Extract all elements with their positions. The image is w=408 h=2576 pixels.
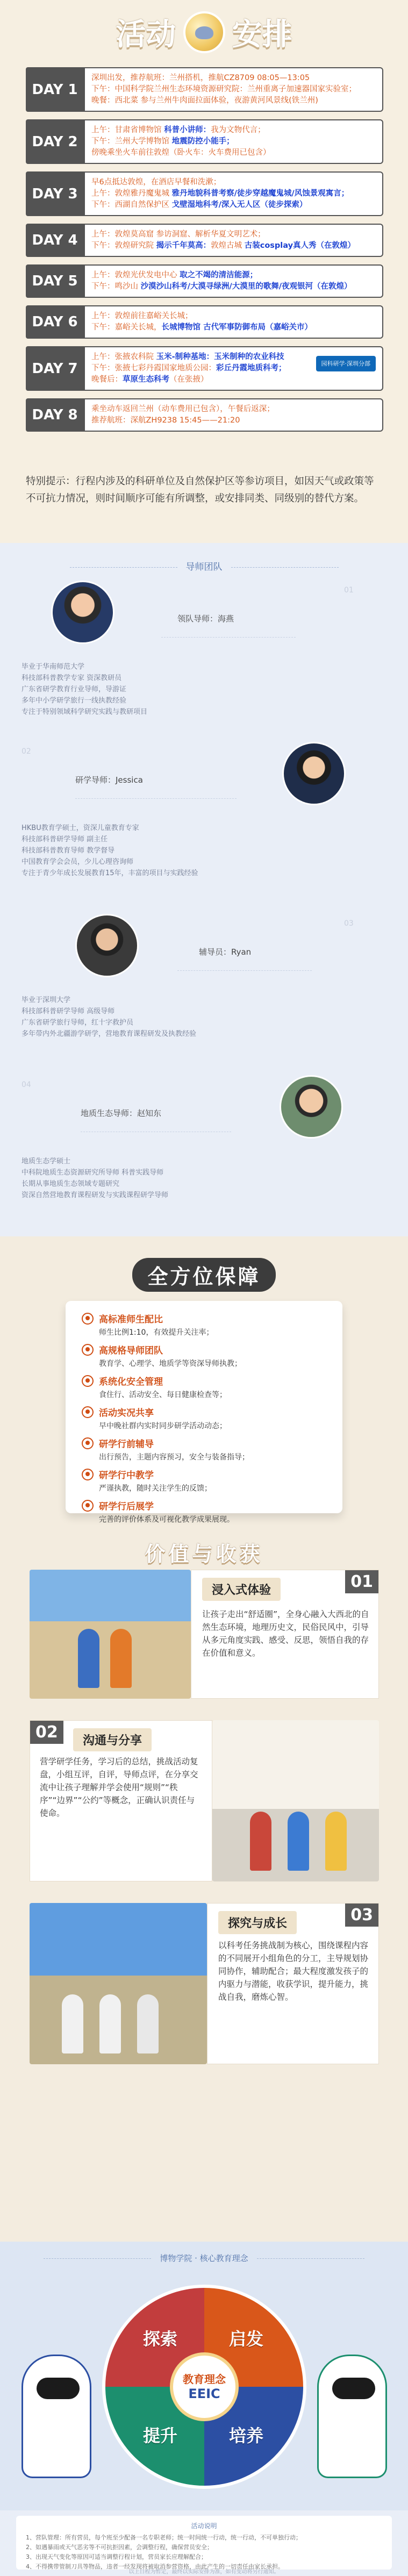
schedule-section <box>0 0 408 543</box>
guarantee-item-heading: 研学行中教学 <box>99 1470 154 1481</box>
member-number: 01 <box>344 586 354 595</box>
day-body <box>84 67 383 112</box>
day-text: 深圳出发，推荐航班：兰州搭机，推航CZ8709 08:05—13:05 <box>91 74 310 82</box>
guarantee-item-title <box>82 1374 326 1387</box>
bio-line: 专注于特别领域科学研究实践与教研项目 <box>22 708 148 716</box>
day-line <box>91 73 376 84</box>
note-line: 1、营队管理：所有营员，每个班至少配备一名专职老师；统一时间统一行动，统一行动，不可单独行动； <box>26 2534 302 2541</box>
note-line: 2、如遇暴雨或天气恶劣等不可抗拒因素，会调整行程，确保营员安全； <box>26 2544 213 2551</box>
guarantee-item-text: 完善的评价体系及可视化教学成果展现。 <box>99 1515 234 1524</box>
title-right: 安排 <box>232 17 292 52</box>
bio-line: 科技部科普研学导师 高级导师 <box>22 1007 115 1015</box>
mascot-left-icon <box>22 2355 91 2478</box>
guarantee-item-title <box>82 1436 326 1450</box>
guarantee-item <box>82 1436 326 1462</box>
bio-line: 科技部科普教学专家 资深教研员 <box>22 674 122 682</box>
day-line <box>91 147 376 159</box>
guarantee-item <box>82 1405 326 1431</box>
bio-line: 广东省研学教育行业导师，导游证 <box>22 685 127 693</box>
seg-cultivate: 培养 <box>229 2425 264 2446</box>
guarantee-title <box>0 1258 408 1292</box>
day-text: 长城博物馆 <box>161 323 204 332</box>
pin-icon <box>82 1313 94 1325</box>
day-row <box>26 346 383 391</box>
day-label: DAY 5 <box>26 264 84 298</box>
guarantee-item-text: 师生比例1:10，有效提升关注率； <box>99 1328 214 1337</box>
guarantee-item-heading: 活动实况共享 <box>99 1408 154 1419</box>
day-row <box>26 224 383 257</box>
value-card-2 <box>30 1720 212 1881</box>
day-label: DAY 8 <box>26 398 84 432</box>
pin-icon <box>82 1437 94 1449</box>
day-list <box>26 67 383 439</box>
day-line <box>91 311 376 322</box>
guarantee-item-heading: 高标准师生配比 <box>99 1314 163 1325</box>
value-card-1-text: 让孩子走出“舒适圈”，全身心融入大西北的自然生态环境，地理历史文，民俗民风中，引导从多元角度实践、感受、反思，领悟自我的存在价值和意义。 <box>202 1609 369 1658</box>
guarantee-item-heading: 系统化安全管理 <box>99 1377 163 1387</box>
note-line: 3、出现天气变化等原因可适当调整行程计划，营员家长应理解配合； <box>26 2553 207 2560</box>
guarantee-item-title <box>82 1405 326 1419</box>
day-line <box>91 84 376 95</box>
member-bio <box>22 1156 168 1201</box>
guarantee-title-text: 全方位保障 <box>132 1258 275 1292</box>
day-text: 我为文物代言； <box>211 126 266 134</box>
photo-kids-hiking <box>30 1570 191 1699</box>
eeic-center-bottom: EEIC <box>188 2386 220 2401</box>
day-label: DAY 7 <box>26 346 84 391</box>
guarantee-item-heading: 研学行前辅导 <box>99 1439 154 1450</box>
day-text: 下午：张掖七彩丹霞国家地质公园： <box>91 364 216 373</box>
schedule-title <box>0 11 408 65</box>
guarantee-box <box>66 1301 342 1524</box>
pin-icon <box>82 1375 94 1387</box>
day-text: 推荐航班：深航ZH9238 15:45——21:20 <box>91 416 240 425</box>
guarantee-item <box>82 1374 326 1400</box>
day-text: 傍晚乘坐火车前往敦煌（卧火车：火车费用已包含） <box>91 148 271 157</box>
day-label: DAY 2 <box>26 119 84 164</box>
day-label: DAY 1 <box>26 67 84 112</box>
team-heading: 导师团队 <box>0 559 408 573</box>
bio-line: 专注于青少年成长发展教育15年，丰富的项目与实践经验 <box>22 869 198 877</box>
day-text: 玉米-制种基地： <box>156 353 214 361</box>
day-text: 揭示千年莫高： <box>156 241 211 250</box>
day-row <box>26 67 383 112</box>
photo-kids-sharing <box>212 1720 379 1881</box>
day-text: 戈壁湿地科考/深入无人区（徒步探索） <box>171 201 307 209</box>
notes-section <box>0 2510 408 2576</box>
mascot-right-icon <box>317 2355 387 2478</box>
day-text: 参访洞窟、解析华夏文明艺术； <box>156 230 266 239</box>
bio-line: 广东省研学旅行导师，红十字救护员 <box>22 1019 134 1027</box>
day-text: 上午：敦煌莫高窟 <box>91 230 156 239</box>
day-text: 上午：张掖农科院 <box>91 353 156 361</box>
value-section <box>0 1527 408 2242</box>
bio-line: 科技部科普研学导师 副主任 <box>22 835 108 843</box>
guarantee-item-text: 出行预告，主题内容预习，安全与装备指导； <box>99 1453 249 1462</box>
bio-line: 科技部科普教育导师 教学督导 <box>22 847 115 855</box>
day-text: 下午：敦煌研究院 <box>91 241 156 250</box>
day-line <box>91 240 376 252</box>
day-text: 上午：甘肃省博物馆 <box>91 126 164 134</box>
day-text: 沙漠沙山科考/大漠寻绿洲/大漠里的歌舞/夜观银河（在敦煌） <box>140 282 352 291</box>
avatar <box>75 914 139 977</box>
day-text: 下午：嘉峪关长城， <box>91 323 162 332</box>
member-role: 地质生态导师：赵知东 <box>81 1108 162 1118</box>
pin-icon <box>82 1500 94 1512</box>
member-role: 辅导员：Ryan <box>199 947 252 957</box>
member-role: 领队导师：海燕 <box>177 614 234 624</box>
globe-icon <box>183 11 225 53</box>
day-text: 古装cosplay真人秀（在敦煌） <box>244 241 356 250</box>
footer-text: 以上日程为暂定，最终以实际安排为准，如有变动将另行通知。 <box>128 2569 280 2575</box>
member-number: 03 <box>344 919 354 928</box>
divider <box>177 970 312 971</box>
divider <box>75 798 237 799</box>
member-number: 04 <box>22 1081 31 1089</box>
day-body <box>84 171 383 216</box>
avatar <box>51 581 114 644</box>
day-row <box>26 398 383 432</box>
notes-box <box>16 2516 392 2570</box>
eeic-center <box>170 2352 239 2421</box>
guarantee-item-title <box>82 1499 326 1512</box>
eeic-wheel <box>102 2285 306 2489</box>
day-text: 下午：兰州大学博物馆 <box>91 137 172 146</box>
bio-line: 中科院地质生态资源研究所导师 科普实践导师 <box>22 1169 164 1177</box>
day-text: 上午：敦煌光伏发电中心 <box>91 271 180 280</box>
note-line: 4、不得携带管制刀具等物品，违者一经发现将被取消参营资格，由此产生的一切责任由家长承担。 <box>26 2563 284 2570</box>
day-text: 草原生态科考 <box>123 375 169 384</box>
day-line <box>91 229 376 240</box>
member-bio <box>22 822 198 879</box>
day-text: 早6点抵达敦煌，在酒店早餐和洗漱； <box>91 178 221 187</box>
day-text: 下午：鸣沙山 <box>91 282 141 291</box>
bio-line: 中国教育学会会员，少儿心理咨询师 <box>22 858 134 866</box>
day-line <box>91 95 376 106</box>
day-line <box>91 125 376 136</box>
pin-icon <box>82 1406 94 1418</box>
day-body <box>84 305 383 339</box>
guarantee-item <box>82 1499 326 1525</box>
day-text: 下午：中国科学院兰州生态环境资源研究院：兰州重离子加速器国家实验室； <box>91 85 356 94</box>
day-row <box>26 305 383 339</box>
day-text: 彩丘丹霞地质科考； <box>216 364 287 373</box>
eeic-center-top: 教育理念 <box>183 2373 226 2386</box>
day-line <box>91 188 376 199</box>
member-bio <box>22 994 196 1040</box>
pin-icon <box>82 1469 94 1480</box>
member-role: 研学导师：Jessica <box>75 775 143 785</box>
day-row <box>26 171 383 216</box>
member-bio <box>22 661 147 718</box>
eeic-section <box>0 2242 408 2510</box>
day-text: 上午：敦煌前往嘉峪关长城； <box>91 312 193 320</box>
day-body <box>84 119 383 164</box>
team-section <box>0 543 408 1236</box>
guarantee-item-title <box>82 1468 326 1481</box>
bio-line: 毕业于华南师范大学 <box>22 663 85 671</box>
value-card-1-title: 浸入式体验 <box>202 1578 281 1601</box>
value-card-3-text: 以科考任务挑战制为核心，围绕课程内容的不同展开小组角色的分工，主导规划协同协作，辅助配合；最大程度激发孩子的内驱力与潜能，收获学识，提升能力，挑战自我，磨炼心智。 <box>218 1941 369 2002</box>
photo-kids-desert <box>30 1903 207 2064</box>
brand-badge: 园科研学·深圳分部 <box>316 356 376 371</box>
day-text: 玉米制种的农业科技 <box>214 353 284 361</box>
seg-explore: 探索 <box>143 2329 178 2349</box>
bio-line: 多年中小学研学旅行一线执教经验 <box>22 697 127 705</box>
bio-line: HKBU教育学硕士，资深儿童教育专家 <box>22 824 139 832</box>
day-line <box>91 136 376 147</box>
guarantee-item-title <box>82 1343 326 1356</box>
pin-icon <box>82 1344 94 1356</box>
day-row <box>26 264 383 298</box>
title-left: 活动 <box>116 17 176 52</box>
bio-line: 多年带内外北疆游学研学，营地教育课程研发及执教经验 <box>22 1030 197 1038</box>
day-line <box>91 281 376 292</box>
day-text: 上午：敦煌雅丹魔鬼城 <box>91 189 172 198</box>
member-number: 02 <box>22 747 31 756</box>
guarantee-item-heading: 高规格导师团队 <box>99 1346 163 1356</box>
day-body <box>84 346 383 391</box>
bio-line: 资深自然营地教育课程研发与实践课程研学导师 <box>22 1191 169 1199</box>
value-card-3 <box>207 1903 379 2064</box>
day-text: 古代军事防御布局（嘉峪关市） <box>203 323 313 332</box>
day-line <box>91 270 376 281</box>
day-label: DAY 6 <box>26 305 84 339</box>
value-card-2-title: 沟通与分享 <box>73 1728 152 1751</box>
day-body <box>84 264 383 298</box>
day-line <box>91 404 376 415</box>
seg-improve: 提升 <box>143 2425 178 2446</box>
day-line <box>91 374 376 385</box>
day-text: 地震防控小能手； <box>171 137 234 146</box>
day-row <box>26 119 383 164</box>
day-body <box>84 224 383 257</box>
day-line <box>91 177 376 188</box>
day-label: DAY 4 <box>26 224 84 257</box>
day-body <box>84 398 383 432</box>
schedule-note: 特别提示：行程内涉及的科研单位及自然保护区等参访项目，如因天气或政策等不可抗力情况，则时间顺序可能有所调整，或安排同类、同级别的替代方案。 <box>26 476 374 504</box>
guarantee-item-title <box>82 1312 326 1325</box>
guarantee-section <box>0 1236 408 1527</box>
notes-heading: 活动说明 <box>191 2522 217 2530</box>
guarantee-item <box>82 1343 326 1369</box>
day-line <box>91 322 376 333</box>
guarantee-item-heading: 研学行后展学 <box>99 1501 154 1512</box>
divider <box>161 637 296 638</box>
avatar <box>282 742 346 805</box>
value-card-3-title: 探究与成长 <box>218 1911 297 1934</box>
day-line <box>91 199 376 211</box>
day-text: 科普小讲师： <box>164 126 211 134</box>
guarantee-item-text: 教育学、心理学、地质学等资深导师执教； <box>99 1359 242 1368</box>
day-text: 晚餐：西北菜 参与兰州牛肉面拉面体验，夜游黄河风景线(铁兰州) <box>91 96 318 105</box>
day-text: 敦煌古城 <box>211 241 245 250</box>
guarantee-item-text: 食住行、活动安全、每日健康检查等； <box>99 1391 227 1399</box>
day-text: 乘坐动车返回兰州（动车费用已包含），午餐后返深； <box>91 405 275 413</box>
guarantee-item <box>82 1468 326 1493</box>
bio-line: 地质生态学硕士 <box>22 1157 71 1165</box>
day-label: DAY 3 <box>26 171 84 216</box>
day-text: 晚餐后： <box>91 375 123 384</box>
day-text: 下午：西湖自然保护区 <box>91 201 172 209</box>
day-text: 雅丹地貌科普考察/徒步穿越魔鬼城/风蚀景观寓言； <box>171 189 349 198</box>
guarantee-item-text: 严谨执教，随时关注学生的反馈； <box>99 1484 212 1493</box>
guarantee-item <box>82 1312 326 1337</box>
day-line <box>91 415 376 426</box>
eeic-heading: 博物学院 · 核心教育理念 <box>0 2252 408 2264</box>
value-card-2-text: 营学研学任务，学习后的总结，挑战活动复盘，小组互评，自评，导师点评，在分享交流中让孩子理解并学会使用“规则”“秩序”“边界”“公约”等概念，正确认识责任与使命。 <box>40 1757 198 1818</box>
value-card-1-index: 01 <box>345 1570 378 1593</box>
day-text: 取之不竭的清洁能源； <box>180 271 258 280</box>
bio-line: 毕业于深圳大学 <box>22 996 71 1004</box>
value-title: 价值与收获 <box>145 1542 263 1566</box>
day-text: （在张掖） <box>169 375 209 384</box>
value-card-2-index: 02 <box>30 1721 63 1744</box>
guarantee-item-text: 早中晚社群内实时同步研学活动动态； <box>99 1422 227 1430</box>
seg-inspire: 启发 <box>229 2329 264 2349</box>
avatar <box>280 1075 343 1139</box>
bio-line: 长期从事地质生态领域专题研究 <box>22 1180 120 1188</box>
value-card-1 <box>191 1570 379 1699</box>
value-card-3-index: 03 <box>345 1904 378 1927</box>
